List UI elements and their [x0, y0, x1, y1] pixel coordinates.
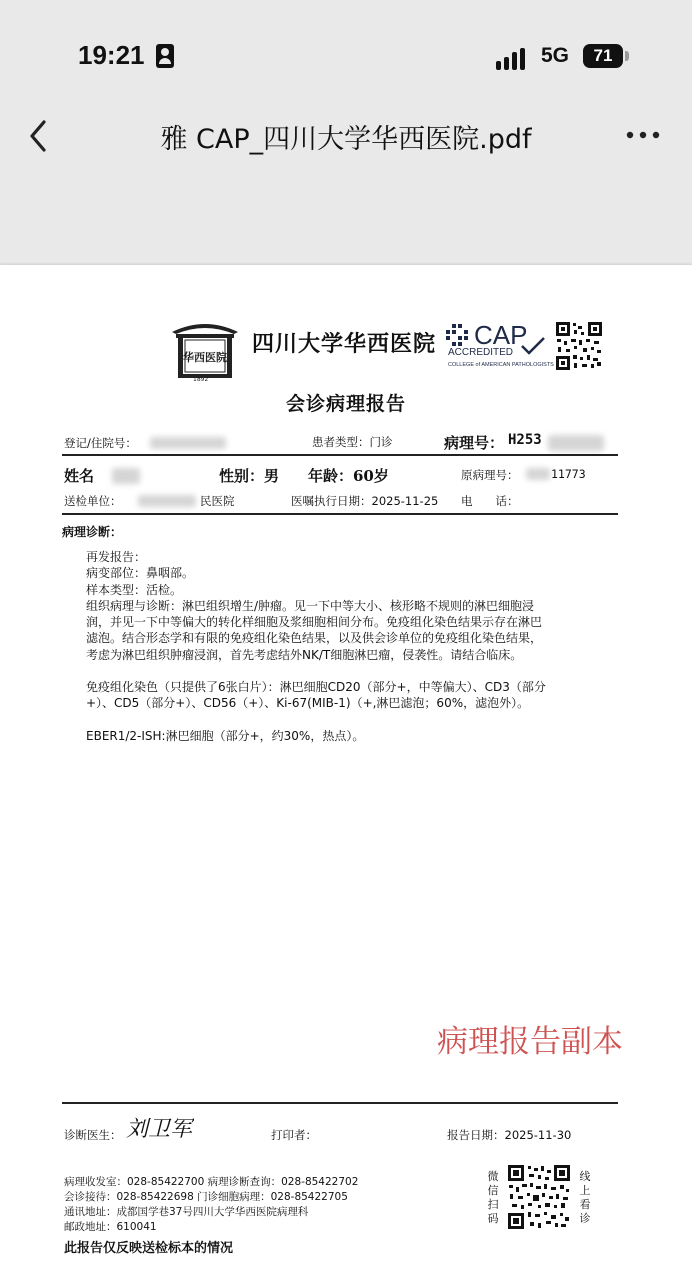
contact-line: 通讯地址：成都国学巷37号四川大学华西医院病理科 — [64, 1206, 309, 1218]
redacted-block — [138, 495, 196, 507]
diagnosis-heading: 病理诊断： — [62, 525, 123, 539]
svg-text:华西医院: 华西医院 — [183, 351, 227, 364]
report-title: 会诊病理报告 — [285, 393, 406, 415]
eber-line: EBER1/2-ISH:淋巴细胞（部分+，约30%，热点）。 — [86, 728, 365, 743]
more-icon — [622, 122, 664, 148]
hospital-name: 四川大学华西医院 — [252, 331, 437, 357]
hospital-logo — [168, 318, 242, 386]
patient-type: 患者类型：门诊 — [312, 435, 393, 449]
redacted-block — [150, 437, 226, 449]
status-time: 19:21 — [78, 40, 145, 70]
cap-accredited: ACCREDITED — [448, 347, 514, 358]
phone-label: 电 话： — [461, 494, 519, 508]
contact-line: 病理收发室：028-85422700 病理诊断查询：028-85422702 — [64, 1176, 359, 1188]
registration-label: 登记/住院号： — [64, 436, 137, 450]
doctor-signature — [124, 1110, 194, 1148]
original-number: 11773 — [551, 467, 586, 481]
pathology-number: H253 — [508, 432, 542, 448]
gender: 性别：男 — [219, 467, 280, 485]
qr-code — [556, 322, 602, 374]
sender-unit: 民医院 — [200, 494, 235, 508]
redacted-block — [548, 435, 604, 451]
more-options-button[interactable] — [622, 122, 664, 148]
printer-label: 打印者： — [271, 1128, 317, 1142]
original-number-label: 原病理号： — [461, 468, 519, 482]
signal-icon — [496, 46, 532, 70]
diagnosis-body — [86, 549, 626, 744]
execution-date: 医嘱执行日期：2025-11-25 — [291, 494, 439, 508]
diagnosis-line: 滤泡。结合形态学和有限的免疫组化染色结果，以及供会诊单位的免疫组化染色结果， — [86, 631, 543, 646]
contact-line: 邮政地址：610041 — [64, 1221, 157, 1233]
diagnosis-line: 考虑为淋巴组织肿瘤浸润，首先考虑结外NK/T细胞淋巴瘤，侵袭性。请结合临床。 — [86, 647, 523, 662]
qr-code-footer — [508, 1165, 570, 1233]
battery-tip — [625, 51, 629, 61]
network-type: 5G — [541, 44, 570, 67]
svg-text:1892: 1892 — [193, 376, 209, 382]
contact-line: 会诊接待：028-85422698 门诊细胞病理：028-85422705 — [64, 1191, 348, 1203]
diagnosis-line: 再发报告： — [86, 550, 147, 564]
sender-label: 送检单位： — [64, 494, 122, 508]
divider — [62, 1102, 618, 1104]
online-view-label: 线上看诊 — [579, 1170, 591, 1225]
diagnosis-line: 组织病理与诊断：淋巴组织增生/肿瘤。见一下中等大小、核形略不规则的淋巴细胞浸 — [86, 598, 535, 613]
age: 年龄：60岁 — [308, 467, 389, 485]
ihc-line: 免疫组化染色（只提供了6张白片）：淋巴细胞CD20（部分+，中等偏大）、CD3（部分 — [86, 680, 546, 695]
cap-title: CAP — [474, 320, 528, 350]
contact-info — [64, 1175, 358, 1235]
redacted-block — [112, 468, 140, 484]
doctor-label: 诊断医生： — [64, 1128, 122, 1142]
wechat-scan-label: 微信扫码 — [487, 1170, 499, 1225]
divider — [62, 454, 618, 456]
svg-text:刘卫军: 刘卫军 — [126, 1117, 193, 1142]
copy-stamp: 病理报告副本 — [437, 1024, 623, 1060]
redacted-block — [526, 468, 550, 480]
pathology-number-label: 病理号： — [444, 434, 505, 452]
ihc-line: +）、CD5（部分+）、CD56（+）、Ki-67(MIB-1)（+,淋巴滤泡；60%，滤泡外）。 — [86, 696, 530, 711]
report-date: 报告日期：2025-11-30 — [447, 1128, 572, 1142]
person-icon — [156, 44, 174, 68]
document-title: 雅 CAP_四川大学华西医院.pdf — [160, 124, 532, 155]
cap-college: COLLEGE of AMERICAN PATHOLOGISTS — [448, 362, 554, 368]
battery-icon: 71 — [583, 44, 623, 68]
diagnosis-line: 样本类型：活检。 — [86, 582, 183, 597]
name-label: 姓名 — [64, 467, 95, 485]
diagnosis-line: 润，并见一下中等偏大的转化样细胞及浆细胞相间分布。免疫组化染色结果示存在淋巴 — [86, 615, 543, 630]
divider — [62, 513, 618, 515]
diagnosis-line: 病变部位：鼻咽部。 — [86, 566, 195, 581]
disclaimer: 此报告仅反映送检标本的情况 — [64, 1241, 234, 1256]
